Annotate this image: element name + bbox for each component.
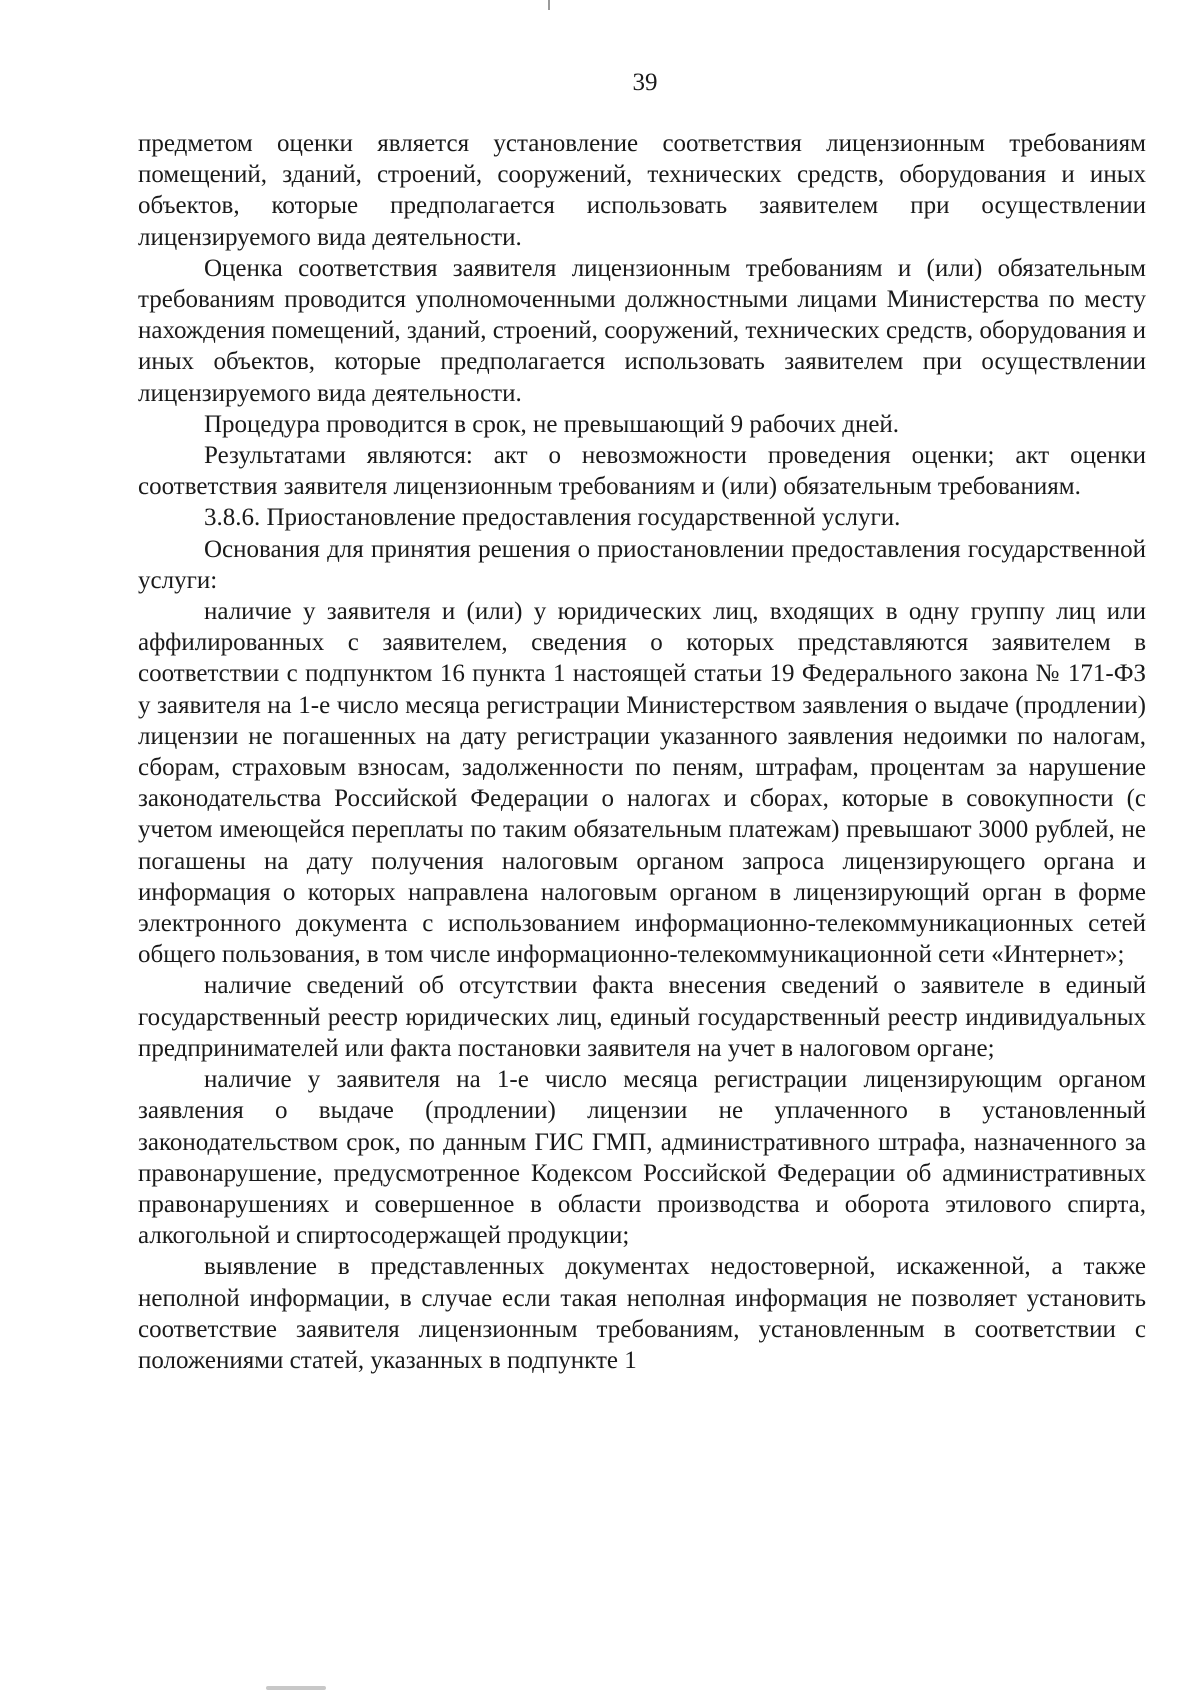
- scan-footer-smudge: [266, 1686, 326, 1690]
- list-item-tax-arrears: наличие у заявителя и (или) у юридических лиц, входящих в одну группу лиц или аффилированных с заявителем, сведения о которых представляются заявителем в соответствии с подпунктом 16 пункта 1 настоящей статьи 19 Федерального закона № 171-ФЗ у заявителя на 1-е число месяца регистрации Министерством заявления о выдаче (продлении) лицензии не погашенных на дату регистрации указанного заявления недоимки по налогам, сборам, страховым взносам, задолженности по пеням, штрафам, процентам за нарушение законодательства Российской Федерации о налогах и сборах, которые в совокупности (с учетом имеющейся переплаты по таким обязательным платежам) превышают 3000 рублей, не погашены на дату получения налоговым органом запроса лицензирующего органа и информация о которых направлена налоговым органом в лицензирующий орган в форме электронного документа с использованием информационно-телекоммуникационных сетей общего пользования, в том числе информационно-телекоммуникационной сети «Интернет»;: [138, 598, 1146, 969]
- page-number: 39: [632, 69, 658, 96]
- list-item-registry-absence: наличие сведений об отсутствии факта внесения сведений о заявителе в единый государственный реестр юридических лиц, единый государственный реестр индивидуальных предпринимателей или факта постановки заявителя на учет в налоговом органе;: [138, 972, 1146, 1062]
- scan-artifact-mark: [548, 0, 550, 10]
- document-body: [138, 128, 1146, 1376]
- list-item-false-information: выявление в представленных документах недостоверной, искаженной, а также неполной информации, в случае если такая неполная информация не позволяет установить соответствие заявителя лицензионным требованиям, установленным в соответствии с положениями статей, указанных в подпункте 1: [138, 1253, 1146, 1374]
- paragraph-suspension-grounds: Основания для принятия решения о приостановлении предоставления государственной услуги:: [138, 535, 1146, 594]
- paragraph-procedure-term: Процедура проводится в срок, не превышающий 9 рабочих дней.: [204, 410, 900, 438]
- paragraph-results: Результатами являются: акт о невозможности проведения оценки; акт оценки соответствия заявителя лицензионным требованиям и (или) обязательным требованиям.: [138, 442, 1146, 501]
- list-item-unpaid-fine: наличие у заявителя на 1-е число месяца регистрации лицензирующим органом заявления о выдаче (продлении) лицензии не уплаченного в установленный законодательством срок, по данным ГИС ГМП, административного штрафа, назначенного за правонарушение, предусмотренное Кодексом Российской Федерации об административных правонарушениях и совершенное в области производства и оборота этилового спирта, алкогольной и спиртосодержащей продукции;: [138, 1066, 1146, 1250]
- paragraph-assessment-procedure: Оценка соответствия заявителя лицензионным требованиям и (или) обязательным требованиям проводится уполномоченными должностными лицами Министерства по месту нахождения помещений, зданий, строений, сооружений, технических средств, оборудования и иных объектов, которые предполагается использовать заявителем при осуществлении лицензируемого вида деятельности.: [138, 254, 1146, 407]
- section-heading-3-8-6: 3.8.6. Приостановление предоставления государственной услуги.: [204, 504, 901, 532]
- paragraph-assessment-subject: предметом оценки является установление соответствия лицензионным требованиям помещений, зданий, строений, сооружений, технических средств, оборудования и иных объектов, которые предполагается использовать заявителем при осуществлении лицензируемого вида деятельности.: [138, 130, 1146, 251]
